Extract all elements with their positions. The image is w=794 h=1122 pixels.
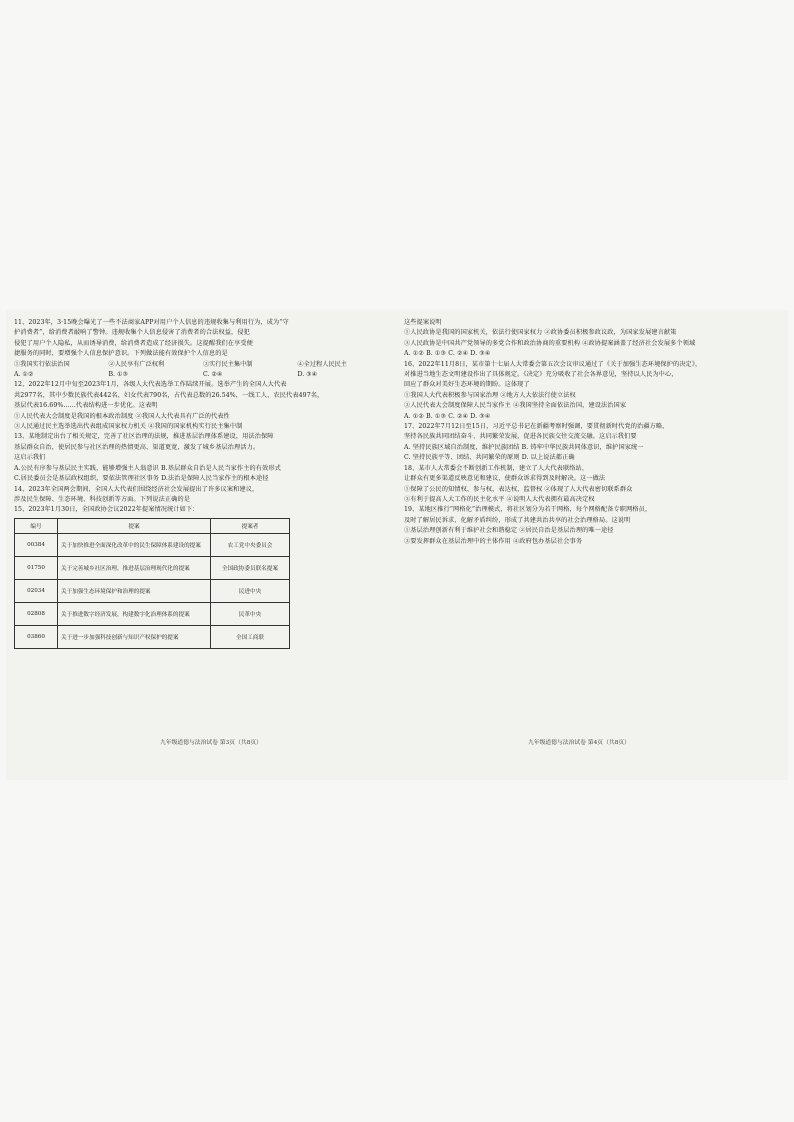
text-line: C. 坚持民族平等、团结、共同繁荣的原则 D. 以上说法都正确 — [404, 454, 575, 462]
text-line: A. 坚持民族区域自治制度，维护民族团结 B. 铸牢中华民族共同体意识，维护国家统一 — [404, 443, 644, 451]
table-cell: 民革中央 — [211, 602, 290, 625]
text-line: 坚持各民族共同团结奋斗、共同繁荣发展，促进各民族交往交流交融。这启示我们要 — [404, 433, 637, 441]
table-cell: 关于推进数字经济发展，构建数字化治理体系的提案 — [58, 602, 211, 625]
text-line: ③人民政协是中国共产党领导的多党合作和政治协商的重要机构 ④政协提案涵盖了经济社会发展多个领域 — [404, 339, 696, 347]
text-line: 护消费者”，给消费者敲响了警钟。违规收集个人信息侵害了消费者的合法权益，侵犯 — [14, 329, 250, 337]
text-line: C.居民委员会是基层政权组织，要依法管理社区事务 D.法治是保障人民当家作主的根本途径 — [14, 475, 269, 483]
table-cell: 关于加快推进全面深化改革中的民生保障体系建设的提案 — [58, 533, 211, 556]
text-line: A. ①② B. ①③ C. ②④ D. ③④ — [404, 350, 491, 358]
option: D. ③④ — [297, 371, 318, 379]
text-line: 13、某地制定出台了相关规定，完善了社区治理的法规，推进基层治理体系建设，用法治保障 — [14, 433, 274, 441]
left-page — [14, 318, 392, 768]
table-header-row — [15, 518, 290, 533]
text-line: 基层群众自治，使居民参与社区治理的热情更高、渠道更宽，激发了城乡基层治理活力。 — [14, 443, 260, 451]
right-page — [404, 318, 782, 768]
option: C. ②④ — [203, 371, 223, 379]
option: ③实行民主集中制 — [203, 360, 253, 368]
option: B. ①③ — [108, 371, 129, 379]
table-cell: 03860 — [15, 625, 58, 648]
table-row — [15, 579, 290, 602]
text-line: 15、2023年1月30日，全国政协会议2022年提案情况统计如下： — [14, 506, 199, 514]
table-cell: 关于进一步加强科技创新与知识产权保护的提案 — [58, 625, 211, 648]
column-header: 提案 — [58, 518, 211, 533]
text-line: 14、2023年全国两会期间，全国人大代表们围绕经济社会发展提出了许多议案和建议， — [14, 485, 259, 493]
text-line: 让群众有更多渠道反映意见和建议，使群众诉求得到及时解决。这一做法 — [404, 475, 606, 483]
text-line: 涉及民生保障、生态环境、科技创新等方面。下列说法正确的是 — [14, 495, 191, 503]
text-line: ①保障了公民的知情权、参与权、表达权、监督权 ②体现了人大代表密切联系群众 — [404, 485, 633, 493]
option: ①我国实行依法治国 — [14, 360, 70, 368]
text-line: ③人民通过民主选举选出代表组成国家权力机关 ④我国的国家机构实行民主集中制 — [14, 423, 243, 431]
text-line: 16、2022年11月8日，某市第十七届人大常委会第五次会议审议通过了《关于加强生态环境保护的决定》， — [404, 360, 702, 368]
table-cell: 关于完善城乡社区治理，推进基层治理现代化的提案 — [58, 556, 211, 579]
text-line: 捷服务的同时，要增强个人信息保护意识。下列做法能有效保护个人信息的是 — [14, 350, 228, 358]
table-row — [15, 533, 290, 556]
text-line: ③要发挥群众在基层治理中的主体作用 ④政府包办基层社会事务 — [404, 537, 583, 545]
page-footer-right: 九年级道德与法治试卷 第4页（共8页） — [528, 740, 630, 746]
column-header: 编号 — [15, 518, 58, 533]
table-cell: 全国工商联 — [211, 625, 290, 648]
text-line: ①人民政协是我国的国家机关，依法行使国家权力 ②政协委员积极参政议政，为国家发展建言献策 — [404, 329, 677, 337]
table-row — [15, 556, 290, 579]
text-line: A. ①② B. ①③ C. ②④ D. ③④ — [404, 412, 491, 420]
table-row — [15, 602, 290, 625]
text-line: ③有利于提高人大工作的民主化水平 ④说明人大代表拥有最高决定权 — [404, 495, 595, 503]
text-line: 11、2023年，3·15晚会曝光了一些不法商家APP对用户个人信息的违规收集与利用行为，成为“守 — [14, 319, 289, 326]
answer-options — [14, 370, 392, 380]
text-line: 18、某市人大常委会不断创新工作机制，建立了人大代表联络站， — [404, 464, 589, 472]
text-line: 侵犯了用户个人隐私，从而诱导消费，给消费者造成了经济损失。这提醒我们在享受便 — [14, 339, 253, 347]
text-line: 及时了解居民诉求、化解矛盾纠纷，形成了共建共治共享的社会治理格局。这说明 — [404, 516, 631, 524]
text-line: ①人民代表大会制度是我国的根本政治制度 ②我国人大代表具有广泛的代表性 — [14, 412, 230, 420]
text-line: 19、某地区推行“网格化”治理模式，将社区划分为若干网格，每个网格配备专职网格员， — [404, 506, 652, 514]
text-line: 12、2022年12月中旬至2023年1月，各级人大代表选举工作陆续开展。选举产生的全国人大代表 — [14, 381, 287, 389]
table-cell: 全国政协委员联名提案 — [211, 556, 290, 579]
table-cell: 02034 — [15, 579, 58, 602]
text-line: ①基层治理创新有利于维护社会和谐稳定 ②居民自治是基层治理的唯一途径 — [404, 527, 614, 535]
table-row — [15, 625, 290, 648]
text-line: ③人民代表大会制度保障人民当家作主 ④我国坚持全面依法治国，建设法治国家 — [404, 402, 627, 410]
table-cell: 关于加强生态环境保护和治理的提案 — [58, 579, 211, 602]
text-line: 这启示我们 — [14, 454, 46, 462]
table-cell: 00384 — [15, 533, 58, 556]
text-line: A.公民有序参与基层民主实践，能够增强主人翁意识 B.基层群众自治是人民当家作主的有效形式 — [14, 464, 281, 472]
text-line: 17、2022年7月12日至15日，习近平总书记在新疆考察时强调，要贯彻新时代党的治疆方略， — [404, 423, 669, 431]
text-line: 回应了群众对美好生态环境的期盼。这体现了 — [404, 381, 530, 389]
option: A. ①② — [14, 371, 34, 379]
proposal-table — [14, 518, 290, 649]
answer-options — [14, 360, 392, 370]
text-line: 基层代表16.69%……代表结构进一步优化。这表明 — [14, 402, 158, 410]
text-line: 这些提案说明 — [404, 319, 442, 326]
column-header: 提案者 — [211, 518, 290, 533]
table-cell: 01750 — [15, 556, 58, 579]
text-line: 对推进当地生态文明建设作出了具体规定。《决定》充分吸收了社会各界意见，坚持以人民为中心， — [404, 371, 678, 379]
table-cell: 02808 — [15, 602, 58, 625]
option: ④全过程人民民主 — [297, 360, 347, 368]
page-footer-left: 九年级道德与法治试卷 第3页（共8页） — [160, 740, 262, 746]
text-line: ①我国人大代表积极参与国家治理 ②地方人大依法行使立法权 — [404, 391, 576, 399]
option: ②人民享有广泛权利 — [108, 360, 165, 368]
table-cell: 农工党中央委员会 — [211, 533, 290, 556]
text-line: 共2977名，其中少数民族代表442名，妇女代表790名，占代表总数的26.54%，一线工人、农民代表497名， — [14, 391, 324, 399]
table-cell: 民进中央 — [211, 579, 290, 602]
